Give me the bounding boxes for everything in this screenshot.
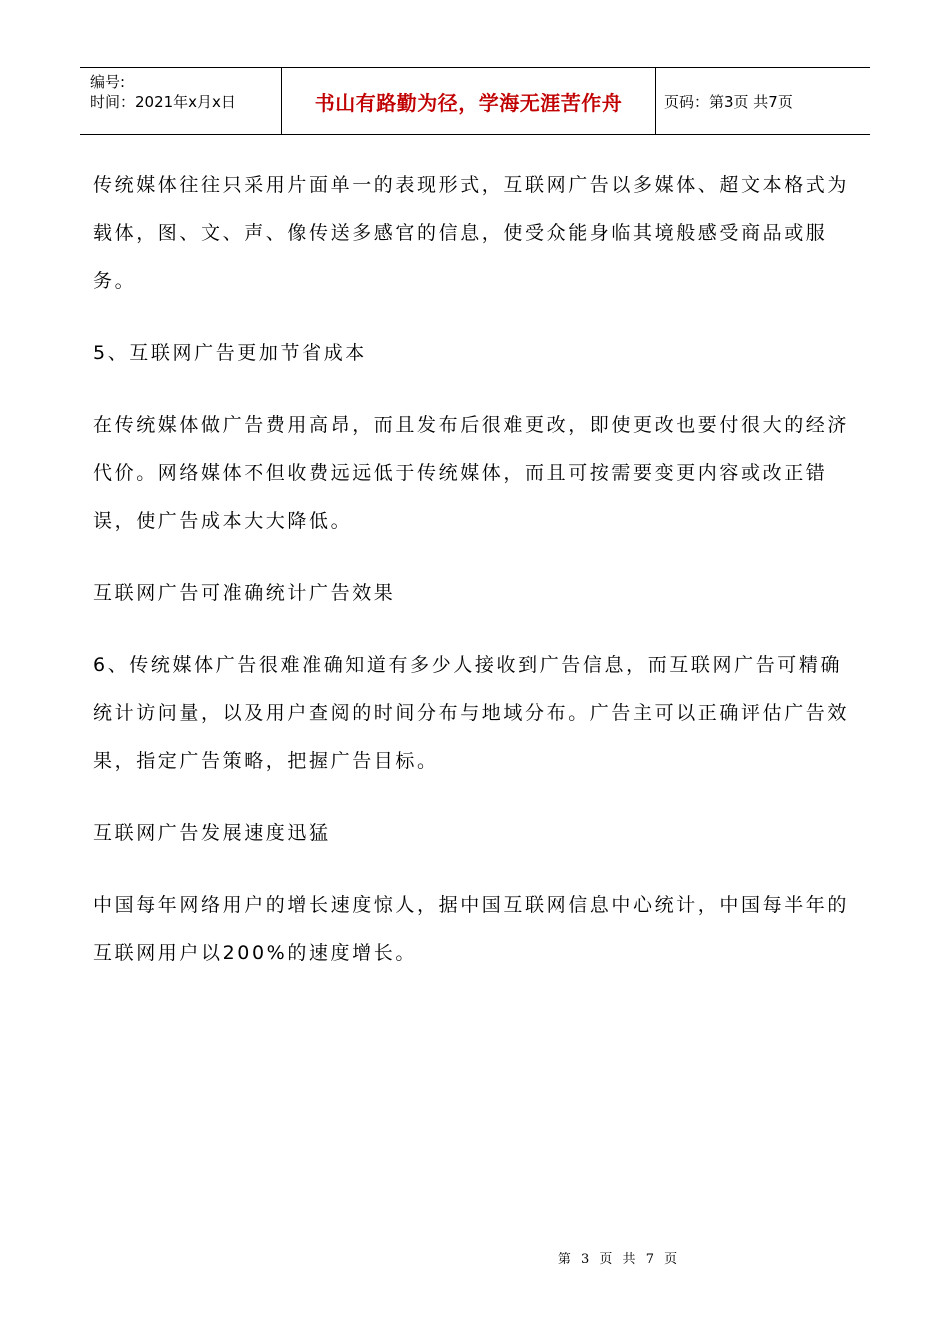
header-page-label: 页码：第3页 共7页 [664,92,793,111]
header-meta [80,68,282,134]
document-number-label: 编号: [90,73,126,91]
section-heading: 互联网广告可准确统计广告效果 [93,582,396,604]
footer-page-number: 第 3 页 共 7 页 [557,1252,678,1267]
document-body [93,161,863,977]
section-heading: 互联网广告发展速度迅猛 [93,822,331,844]
page-footer [0,1248,950,1267]
paragraph: 6、传统媒体广告很难准确知道有多少人接收到广告信息，而互联网广告可精确统计访问量，以及用户查阅的时间分布与地域分布。广告主可以正确评估广告效果，指定广告策略，把握广告目标。 [93,654,850,772]
document-time-label: 时间：2021年x月x日 [90,93,236,111]
paragraph: 在传统媒体做广告费用高昂，而且发布后很难更改，即使更改也要付很大的经济代价。网络媒体不但收费远远低于传统媒体，而且可按需要变更内容或改正错误，使广告成本大大降低。 [93,414,850,532]
header-motto: 书山有路勤为径，学海无涯苦作舟 [282,68,656,134]
paragraph: 中国每年网络用户的增长速度惊人，据中国互联网信息中心统计，中国每半年的互联网用户以200%的速度增长。 [93,894,850,964]
section-heading: 5、互联网广告更加节省成本 [93,342,367,364]
paragraph: 传统媒体往往只采用片面单一的表现形式，互联网广告以多媒体、超文本格式为载体，图、文、声、像传送多感官的信息，使受众能身临其境般感受商品或服务。 [93,174,850,292]
document-header [80,67,870,135]
